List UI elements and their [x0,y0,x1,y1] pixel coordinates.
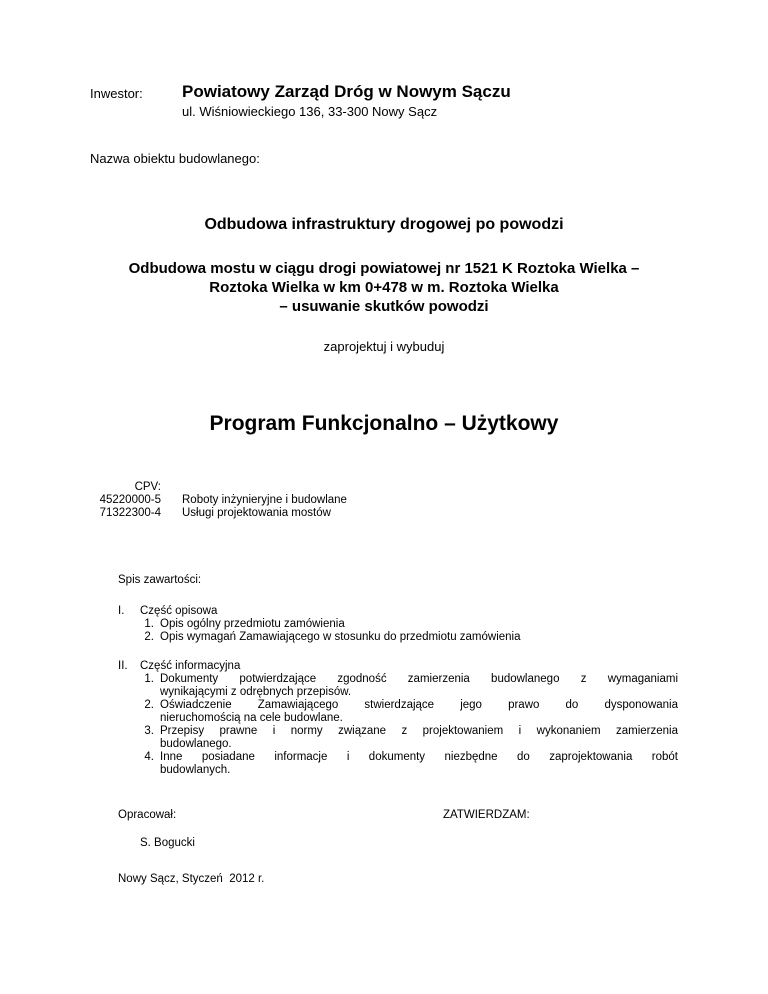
toc-item-text-cont: budowlanych. [160,764,231,776]
toc-item-number: 1. [144,673,154,685]
object-label: Nazwa obiektu budowlanego: [90,151,260,166]
prepared-by-label: Opracował: [118,809,177,821]
toc-item-number: 3. [144,725,154,737]
toc-item-number: 2. [144,631,154,643]
toc-item-text: Dokumenty potwierdzające zgodność zamierzenia budowlanego z wymaganiami [160,673,678,685]
place-date: Nowy Sącz, Styczeń 2012 r. [118,873,265,885]
cpv-code: 45220000-5 [99,494,161,506]
cpv-desc: Roboty inżynieryjne i budowlane [182,494,347,506]
toc-item-text: Oświadczenie Zamawiającego stwierdzające jego prawo do dysponowania [160,699,678,711]
design-build-text: zaprojektuj i wybuduj [323,339,445,354]
title-main: Odbudowa infrastruktury drogowej po powodzi [204,216,564,233]
title-sub-line-2: Roztoka Wielka w km 0+478 w m. Roztoka Wielka [209,279,559,296]
toc-heading: Spis zawartości: [118,574,202,586]
investor-label: Inwestor: [90,86,143,101]
author-name: S. Bogucki [140,837,195,849]
approve-label: ZATWIERDZAM: [443,809,530,821]
toc-section-numeral: II. [118,660,128,672]
cpv-label: CPV: [134,481,161,493]
title-sub-line-3: – usuwanie skutków powodzi [279,298,489,315]
investor-address: ul. Wiśniowieckiego 136, 33-300 Nowy Sącz [182,104,438,119]
toc-item-text: Inne posiadane informacje i dokumenty niezbędne do zaprojektowania robót [160,751,678,763]
program-title: Program Funkcjonalno – Użytkowy [209,412,559,435]
toc-item-text-cont: wynikającymi z odrębnych przepisów. [160,686,352,698]
investor-name: Powiatowy Zarząd Dróg w Nowym Sączu [182,82,511,101]
toc-item-text: Opis wymagań Zamawiającego w stosunku do przedmiotu zamówienia [160,631,521,643]
toc-section-title: Część opisowa [140,605,218,617]
toc-item-text: Opis ogólny przedmiotu zamówienia [160,618,345,630]
toc-item-number: 4. [144,751,154,763]
toc-item-text-cont: budowlanego. [160,738,232,750]
toc-item-text: Przepisy prawne i normy związane z projektowaniem i wykonaniem zamierzenia [160,725,678,737]
toc-item-text-cont: nieruchomością na cele budowlane. [160,712,343,724]
toc-item-number: 1. [144,618,154,630]
title-sub-line-1: Odbudowa mostu w ciągu drogi powiatowej nr 1521 K Roztoka Wielka – [128,260,640,277]
cpv-desc: Usługi projektowania mostów [182,507,331,519]
toc-section-title: Część informacyjna [140,660,241,672]
toc-item-number: 2. [144,699,154,711]
toc-section-numeral: I. [118,605,125,617]
cpv-code: 71322300-4 [99,507,161,519]
